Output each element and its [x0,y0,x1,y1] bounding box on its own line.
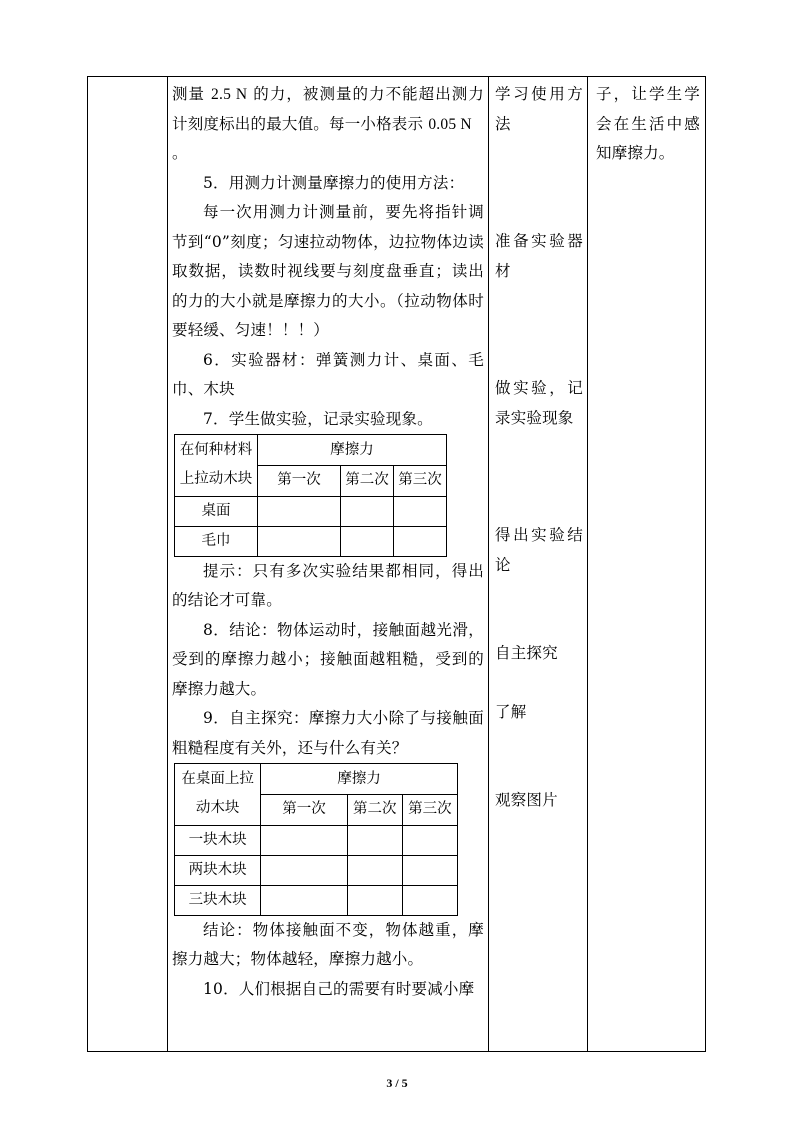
table2-row-label: 三块木块 [175,885,261,915]
table2-corner: 在桌面上拉动木块 [175,764,261,826]
activity-item: 观察图片 [495,791,558,809]
intent-text: 子，让学生学会在生活中感知摩擦力。 [596,85,700,162]
table-row [175,526,458,556]
table1-group-header: 摩擦力 [258,435,447,466]
activity-item: 做实验，记录实验现象 [495,379,583,427]
paragraph-conclusion-2: 结论：物体接触面不变，物体越重，摩擦力越大；物体越轻，摩擦力越小。 [172,920,484,968]
table-row [175,496,458,526]
table2-group-header: 摩擦力 [261,764,458,795]
activity-item: 自主探究 [495,644,558,662]
paragraph-step-7: 7．学生做实验，记录实验现象。 [203,409,433,428]
paragraph-step-10: 10．人们根据自己的需要有时要减小摩 [203,979,475,998]
table1-row-label: 毛巾 [175,526,258,556]
teaching-content-column [172,80,484,1004]
table1-col-1: 第一次 [258,466,341,497]
activity-item: 得出实验结论 [495,526,583,574]
paragraph-tip: 提示：只有多次实验结果都相同，得出的结论才可靠。 [172,561,484,609]
table2-col-1: 第一次 [261,795,347,826]
activity-item: 学习使用方法 [495,85,583,133]
table2-row-label: 两块木块 [175,855,261,885]
column-divider-1 [167,76,168,1052]
activity-item: 了解 [495,702,527,721]
design-intent-column [596,80,700,169]
table-row [175,885,458,915]
table2-col-3: 第三次 [402,795,457,826]
table-row [175,855,458,885]
table2-col-2: 第二次 [347,795,402,826]
table1-row-label: 桌面 [175,496,258,526]
page-number: 3 / 5 [386,1076,408,1090]
column-divider-3 [587,76,588,1052]
experiment-table-weight [174,763,458,916]
paragraph-step-9: 9．自主探究：摩擦力大小除了与接触面粗糙程度有关外，还与什么有关？ [172,709,484,757]
paragraph-measure-range: 测量 2.5 N 的力，被测量的力不能超出测力计刻度标出的最大值。每一小格表示 0.05 N 。 [172,85,484,162]
activity-item: 准备实验器材 [495,232,583,280]
table1-col-2: 第二次 [341,466,394,497]
experiment-table-material [174,434,458,557]
paragraph-step-6: 6．实验器材：弹簧测力计、桌面、毛巾、木块 [172,350,484,398]
paragraph-step-8: 8．结论：物体运动时，接触面越光滑，受到的摩擦力越小；接触面越粗糙，受到的摩擦力越大。 [172,620,484,698]
table-row [175,825,458,855]
column-divider-2 [488,76,489,1052]
table1-col-3: 第三次 [394,466,447,497]
student-activity-column [495,80,583,816]
table2-row-label: 一块木块 [175,825,261,855]
paragraph-step-5: 5．用测力计测量摩擦力的使用方法： [203,173,465,192]
table1-corner: 在何种材料上拉动木块 [175,435,258,497]
paragraph-step-5-body: 每一次用测力计测量前，要先将指针调节到“0”刻度；匀速拉动物体，边拉物体边读取数据，读数时视线要与刻度盘垂直；读出的力的大小就是摩擦力的大小。（拉动物体时要轻缓、匀速！！！） [172,203,484,339]
